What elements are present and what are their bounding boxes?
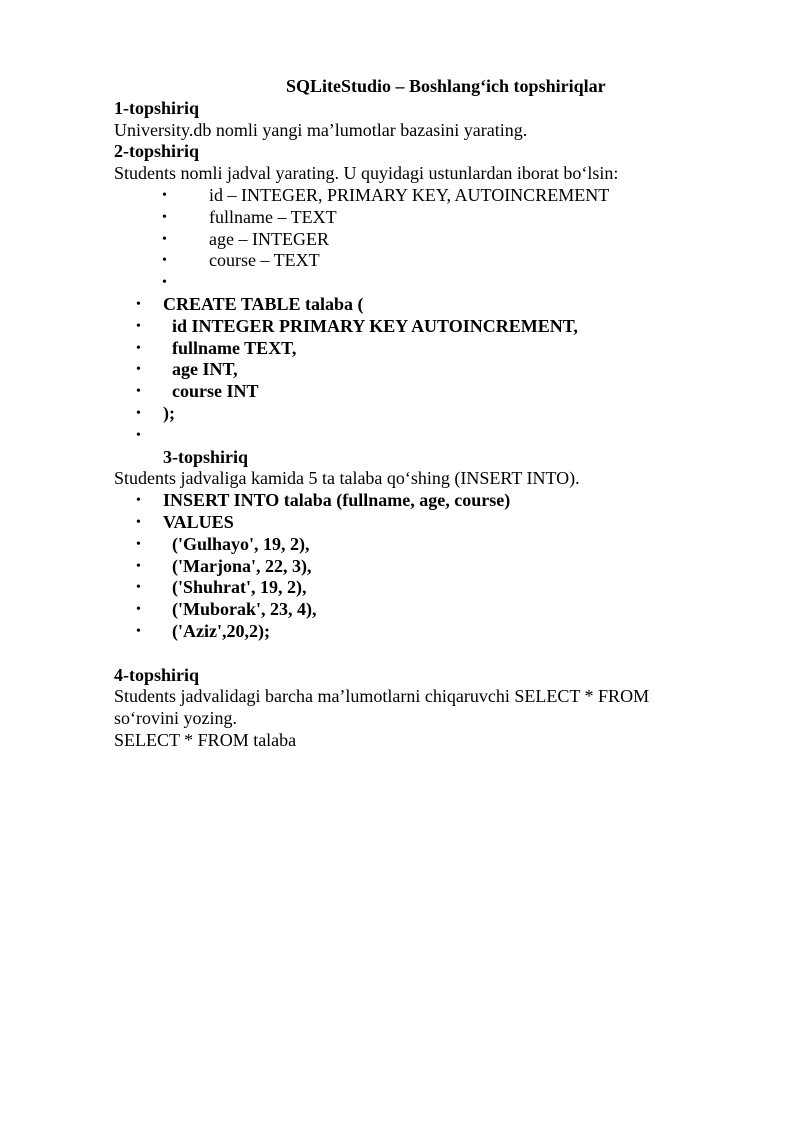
task2-text: Students nomli jadval yarating. U quyidagi ustunlardan iborat bo‘lsin: — [114, 163, 619, 184]
list-item: • age – INTEGER — [114, 229, 714, 251]
task4-text-line1: Students jadvalidagi barcha ma’lumotlarni chiqaruvchi SELECT * FROM — [114, 686, 650, 707]
task3-heading: 3-topshiriq — [163, 446, 249, 467]
list-item: • course – TEXT — [114, 250, 714, 272]
code-line: • ('Marjona', 22, 3), — [114, 556, 714, 578]
code-line: • ); — [114, 403, 714, 425]
code-line: • ('Muborak', 23, 4), — [114, 599, 714, 621]
code-line — [114, 425, 714, 447]
code-line: • ('Gulhayo', 19, 2), — [114, 534, 714, 556]
list-item: • id – INTEGER, PRIMARY KEY, AUTOINCREMENT — [114, 185, 714, 207]
document-title: SQLiteStudio – Boshlang‘ich topshiriqlar — [286, 76, 606, 96]
code-line: • ('Aziz',20,2); — [114, 621, 714, 643]
list-item — [114, 272, 714, 294]
insert-code — [114, 490, 714, 643]
task3-text: Students jadvaliga kamida 5 ta talaba qo‘shing (INSERT INTO). — [114, 468, 580, 489]
task4-text-line2: so‘rovini yozing. — [114, 708, 237, 729]
code-line: • CREATE TABLE talaba ( — [114, 294, 714, 316]
code-line: • id INTEGER PRIMARY KEY AUTOINCREMENT, — [114, 316, 714, 338]
spacer — [114, 643, 714, 665]
task4-heading: 4-topshiriq — [114, 664, 200, 685]
task1-text: University.db nomli yangi ma’lumotlar bazasini yarating. — [114, 119, 528, 140]
list-item: • fullname – TEXT — [114, 207, 714, 229]
create-table-code — [114, 294, 714, 447]
code-line: • ('Shuhrat', 19, 2), — [114, 577, 714, 599]
task2-heading: 2-topshiriq — [114, 141, 200, 162]
task1-heading: 1-topshiriq — [114, 97, 200, 118]
task4-answer: SELECT * FROM talaba — [114, 729, 297, 750]
code-line: • VALUES — [114, 512, 714, 534]
document-content — [114, 76, 714, 752]
column-list — [114, 185, 714, 294]
code-line: • course INT — [114, 381, 714, 403]
code-line: • fullname TEXT, — [114, 338, 714, 360]
code-line: • age INT, — [114, 359, 714, 381]
code-line: • INSERT INTO talaba (fullname, age, course) — [114, 490, 714, 512]
